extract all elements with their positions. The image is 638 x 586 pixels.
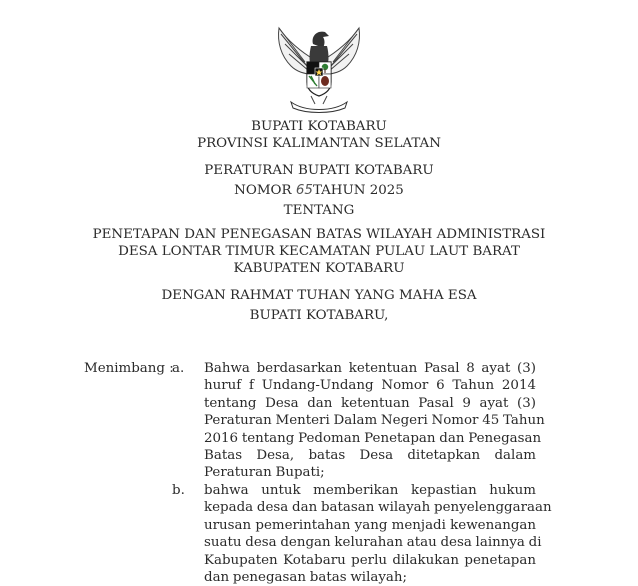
number-suffix: TAHUN 2025 xyxy=(312,183,404,198)
paragraph-line: Peraturan Bupati; xyxy=(204,465,325,481)
garuda-emblem xyxy=(271,22,367,114)
paragraph-line: tentang Desa dan ketentuan Pasal 9 ayat (3) xyxy=(204,395,536,411)
regulation-title: PERATURAN BUPATI KOTABARU xyxy=(204,163,434,178)
paragraph-line: huruf f Undang-Undang Nomor 6 Tahun 2014 xyxy=(204,378,536,394)
considering-item-b xyxy=(204,482,552,586)
paragraph-line: suatu desa dengan kelurahan atau desa lainnya di xyxy=(204,535,542,551)
paragraph-line: urusan pemerintahan yang menjadi kewenangan xyxy=(204,517,536,533)
subject-line: PENETAPAN DAN PENEGASAN BATAS WILAYAH ADMINISTRASI xyxy=(92,227,546,242)
subject-line: KABUPATEN KOTABARU xyxy=(233,261,405,276)
number-prefix: NOMOR xyxy=(234,183,292,198)
paragraph-line: Kabupaten Kotabaru perlu dilakukan penetapan xyxy=(204,552,536,568)
document-header xyxy=(0,118,638,324)
paragraph-line: Batas Desa, batas Desa ditetapkan dalam xyxy=(204,447,536,463)
garuda-emblem-icon xyxy=(271,22,367,114)
paragraph-line: Peraturan Menteri Dalam Negeri Nomor 45 Tahun xyxy=(204,413,545,429)
regulation-number xyxy=(0,182,638,199)
item-letter: a. xyxy=(172,361,185,376)
about-heading: TENTANG xyxy=(283,203,355,218)
number-handwritten: 65 xyxy=(295,183,313,198)
paragraph-line: kepada desa dan batasan wilayah penyelenggaraan xyxy=(204,500,552,516)
considering-label: Menimbang : xyxy=(84,361,174,376)
paragraph-line: Bahwa berdasarkan ketentuan Pasal 8 ayat (3) xyxy=(204,361,536,376)
signatory-heading: BUPATI KOTABARU, xyxy=(249,308,389,323)
paragraph-line: bahwa untuk memberikan kepastian hukum xyxy=(204,483,536,498)
invocation: DENGAN RAHMAT TUHAN YANG MAHA ESA xyxy=(161,288,477,303)
item-letter: b. xyxy=(172,483,185,498)
paragraph-line: dan penegasan batas wilayah; xyxy=(204,569,408,585)
considering-item-a xyxy=(204,360,545,482)
paragraph-line: 2016 tentang Pedoman Penetapan dan Penegasan xyxy=(204,430,542,446)
issuer-authority: BUPATI KOTABARU xyxy=(251,119,387,134)
subject-line: DESA LONTAR TIMUR KECAMATAN PULAU LAUT BARAT xyxy=(118,244,520,259)
issuer-province: PROVINSI KALIMANTAN SELATAN xyxy=(197,136,441,151)
